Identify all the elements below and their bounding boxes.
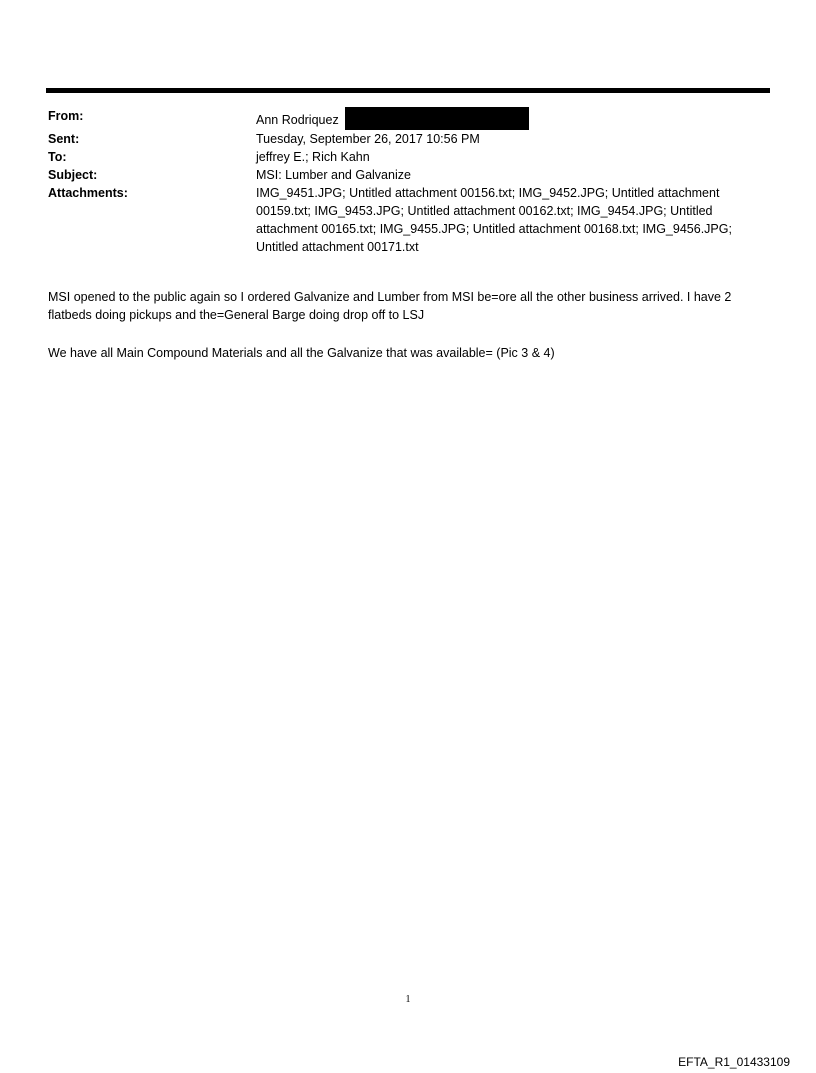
to-label: To: bbox=[48, 150, 67, 164]
from-label: From: bbox=[48, 109, 84, 123]
sent-label: Sent: bbox=[48, 132, 80, 146]
subject-row bbox=[48, 166, 768, 184]
sent-row bbox=[48, 130, 768, 148]
sent-value: Tuesday, September 26, 2017 10:56 PM bbox=[256, 132, 480, 146]
subject-value: MSI: Lumber and Galvanize bbox=[256, 168, 411, 182]
from-value-container bbox=[256, 107, 768, 130]
attachments-value: IMG_9451.JPG; Untitled attachment 00156.txt; IMG_9452.JPG; Untitled attachment 00159.txt; IMG_9453.JPG; Untitled attachment 00162.txt; IMG_9454.JPG; Untitled attachment 00165.txt; IMG_9455.JPG; Untitled attachment 00168.txt; IMG_9456.JPG; Untitled attachment 00171.txt bbox=[256, 186, 732, 254]
body-paragraph: MSI opened to the public again so I ordered Galvanize and Lumber from MSI be=ore all the other business arrived. I have 2 flatbeds doing pickups and the=General Barge doing drop off to LSJ bbox=[48, 290, 732, 322]
body-paragraph: We have all Main Compound Materials and all the Galvanize that was available= (Pic 3 & 4) bbox=[48, 346, 555, 360]
email-header bbox=[48, 107, 768, 256]
from-row bbox=[48, 107, 768, 130]
attachments-row bbox=[48, 184, 768, 256]
to-value: jeffrey E.; Rich Kahn bbox=[256, 150, 370, 164]
to-row bbox=[48, 148, 768, 166]
document-id: EFTA_R1_01433109 bbox=[678, 1055, 790, 1069]
page-number: 1 bbox=[405, 994, 411, 1005]
redaction-block bbox=[345, 107, 529, 130]
email-body bbox=[48, 288, 776, 382]
from-value: Ann Rodriquez bbox=[256, 113, 339, 127]
attachments-label: Attachments: bbox=[48, 186, 128, 200]
header-divider bbox=[46, 88, 770, 93]
subject-label: Subject: bbox=[48, 168, 98, 182]
